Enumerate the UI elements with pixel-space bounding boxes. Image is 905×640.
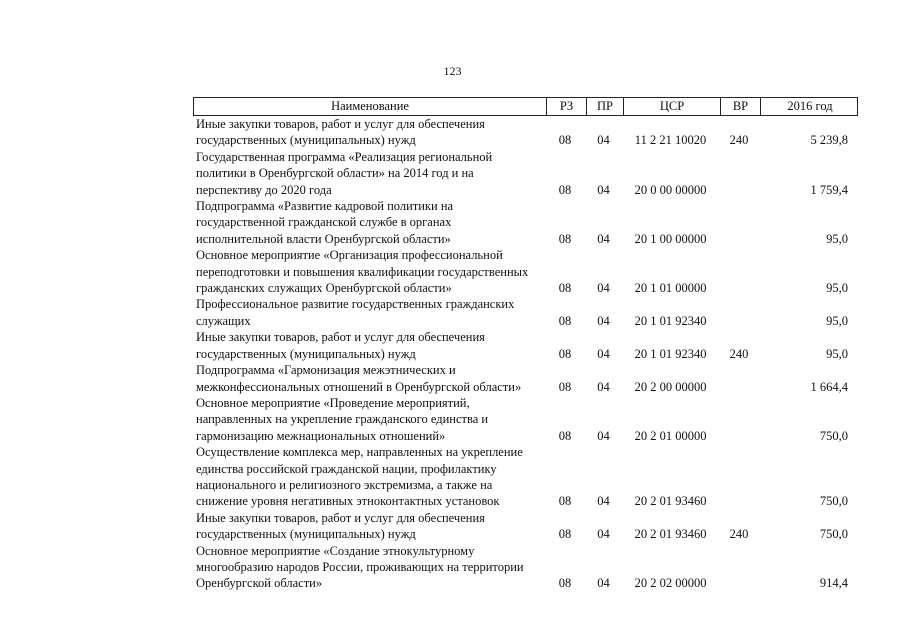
cell-pr: 04 <box>597 346 610 361</box>
row-name <box>193 198 545 247</box>
row-name-line: государственных (муниципальных) нужд <box>196 346 416 361</box>
cell-rz: 08 <box>558 182 572 197</box>
table-row <box>193 198 858 247</box>
table-row <box>193 149 858 198</box>
cell-amount: 1 664,4 <box>810 379 848 394</box>
table-row <box>193 543 858 592</box>
row-name-line: государственных (муниципальных) нужд <box>196 133 416 148</box>
row-name-line: государственных (муниципальных) нужд <box>196 527 416 542</box>
row-name-line: перспективу до 2020 года <box>196 182 332 197</box>
table-header <box>193 97 858 116</box>
row-name-line: направленных на укрепление гражданского единства и <box>196 412 489 427</box>
row-name-line: Государственная программа «Реализация региональной <box>196 149 493 164</box>
page-number: 123 <box>443 64 462 78</box>
cell-rz: 08 <box>558 576 572 591</box>
row-name-line: Подпрограмма «Гармонизация межэтнических и <box>196 363 456 378</box>
cell-rz: 08 <box>558 231 572 246</box>
cell-pr: 04 <box>597 527 610 542</box>
cell-rz: 08 <box>558 133 572 148</box>
cell-rz: 08 <box>558 379 572 394</box>
row-name <box>193 329 545 362</box>
row-name-line: Осуществление комплекса мер, направленных на укрепление <box>196 445 523 460</box>
cell-pr: 04 <box>597 231 610 246</box>
table-row <box>193 362 858 395</box>
row-name-line: гражданских служащих Оренбургской области» <box>196 281 452 296</box>
header-rz: РЗ <box>546 98 586 115</box>
cell-vr: 240 <box>729 527 749 542</box>
row-name <box>193 247 545 296</box>
cell-vr: 240 <box>729 346 749 361</box>
cell-amount: 750,0 <box>819 428 848 443</box>
cell-rz: 08 <box>558 527 572 542</box>
row-name <box>193 149 545 198</box>
table-row <box>193 329 858 362</box>
row-name-line: снижение уровня негативных этноконтактных установок <box>196 494 500 509</box>
table-row <box>193 296 858 329</box>
table-row <box>193 444 858 510</box>
row-name-line: Иные закупки товаров, работ и услуг для обеспечения <box>196 117 485 131</box>
cell-amount: 5 239,8 <box>810 133 848 148</box>
row-name <box>193 444 545 510</box>
row-name-line: переподготовки и повышения квалификации государственных <box>196 264 529 279</box>
row-name <box>193 543 545 592</box>
cell-amount: 1 759,4 <box>810 182 848 197</box>
budget-table <box>193 97 858 592</box>
row-name-line: Основное мероприятие «Проведение мероприятий, <box>196 395 470 410</box>
cell-pr: 04 <box>597 428 610 443</box>
cell-csr: 20 1 01 00000 <box>634 281 707 296</box>
row-name-line: Профессиональное развитие государственных гражданских <box>196 297 515 312</box>
cell-amount: 750,0 <box>819 527 848 542</box>
cell-amount: 95,0 <box>826 281 848 296</box>
cell-amount: 95,0 <box>826 231 848 246</box>
cell-rz: 08 <box>558 494 572 509</box>
cell-amount: 95,0 <box>826 346 848 361</box>
cell-csr: 20 2 01 93460 <box>634 494 707 509</box>
row-name-line: гармонизацию межнациональных отношений» <box>196 428 446 443</box>
row-name-line: единства российской гражданской нации, профилактику <box>196 461 497 476</box>
row-name-line: Подпрограмма «Развитие кадровой политики на <box>196 199 454 214</box>
cell-pr: 04 <box>597 182 610 197</box>
cell-rz: 08 <box>558 346 572 361</box>
cell-amount: 914,4 <box>819 576 848 591</box>
header-year: 2016 год <box>760 98 859 115</box>
row-name-line: Иные закупки товаров, работ и услуг для обеспечения <box>196 510 485 525</box>
cell-pr: 04 <box>597 494 610 509</box>
cell-csr: 20 1 01 92340 <box>634 346 707 361</box>
cell-csr: 20 2 01 93460 <box>634 527 707 542</box>
header-vr: ВР <box>720 98 760 115</box>
cell-csr: 20 2 00 00000 <box>634 379 707 394</box>
cell-csr: 20 2 02 00000 <box>634 576 707 591</box>
row-name-line: государственной гражданской службе в органах <box>196 215 452 230</box>
header-name: Наименование <box>331 99 409 113</box>
cell-csr: 20 2 01 00000 <box>634 428 707 443</box>
cell-csr: 20 1 01 92340 <box>634 313 707 328</box>
cell-csr: 20 1 00 00000 <box>634 231 707 246</box>
row-name <box>193 296 545 329</box>
cell-rz: 08 <box>558 428 572 443</box>
cell-pr: 04 <box>597 133 610 148</box>
row-name-line: служащих <box>196 313 251 328</box>
header-pr: ПР <box>586 98 623 115</box>
row-name-line: многообразию народов России, проживающих на территории <box>196 559 524 574</box>
header-csr: ЦСР <box>623 98 720 115</box>
row-name-line: национального и религиозного экстремизма, а также на <box>196 477 493 492</box>
table-row <box>193 510 858 543</box>
row-name-line: исполнительной власти Оренбургской области» <box>196 231 451 246</box>
row-name-line: политики в Оренбургской области» на 2014 год и на <box>196 166 474 181</box>
cell-csr: 20 0 00 00000 <box>634 182 707 197</box>
cell-rz: 08 <box>558 313 572 328</box>
row-name-line: межконфессиональных отношений в Оренбургской области» <box>196 379 522 394</box>
cell-csr: 11 2 21 10020 <box>634 133 707 148</box>
table-row <box>193 247 858 296</box>
cell-pr: 04 <box>597 281 610 296</box>
row-name-line: Оренбургской области» <box>196 576 323 591</box>
row-name <box>193 510 545 543</box>
cell-rz: 08 <box>558 281 572 296</box>
row-name <box>193 116 545 149</box>
cell-amount: 95,0 <box>826 313 848 328</box>
cell-vr: 240 <box>729 133 749 148</box>
row-name-line: Основное мероприятие «Создание этнокультурному <box>196 543 475 558</box>
cell-amount: 750,0 <box>819 494 848 509</box>
table-row <box>193 116 858 149</box>
row-name <box>193 395 545 444</box>
row-name-line: Иные закупки товаров, работ и услуг для обеспечения <box>196 330 485 345</box>
cell-pr: 04 <box>597 313 610 328</box>
row-name <box>193 362 545 395</box>
table-body <box>193 116 858 592</box>
cell-pr: 04 <box>597 379 610 394</box>
cell-pr: 04 <box>597 576 610 591</box>
row-name-line: Основное мероприятие «Организация профессиональной <box>196 248 503 263</box>
table-row <box>193 395 858 444</box>
